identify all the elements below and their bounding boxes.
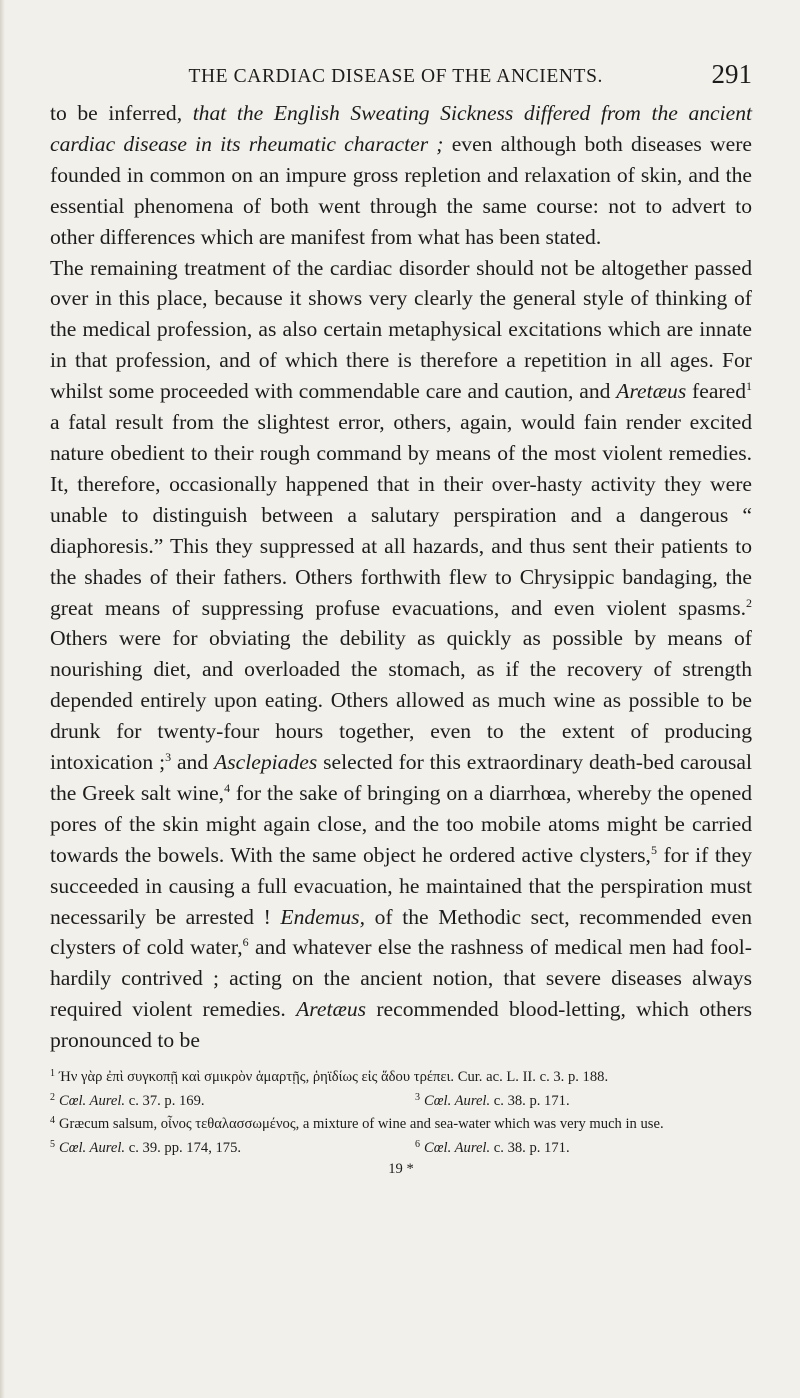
- footnote-ref-4[interactable]: 4: [224, 780, 231, 795]
- paragraph-1: to be inferred, that the English Sweating Sickness differed from the ancient cardiac disease in its rheumatic character ; even although both diseases were founded in common on an impure gross repletion and relaxation of skin, and the essential phenomena of both went through the same course: not to advert to other differences which are manifest from what has been stated.: [50, 101, 752, 249]
- footnote-ref-2[interactable]: 2: [746, 595, 752, 610]
- page-edge-shadow: [0, 0, 5, 1398]
- page-header: [50, 58, 752, 88]
- footnote-ref-5[interactable]: 5: [650, 842, 657, 857]
- footnote-ref-1[interactable]: 1: [746, 379, 752, 394]
- footnotes: [50, 1064, 752, 1180]
- footnote-row-5-6: [50, 1135, 752, 1159]
- paragraph-2: The remaining treatment of the cardiac disorder should not be altogether passed over in this place, because it shows very clearly the general style of thinking of the medical profession, as also certain metaphysical excitations which are innate in that profession, and of which there is therefore a repetition in all ages. For whilst some proceeded with commendable care and caution, and Aretæus feared$^1$ a fatal result from the slightest error, others, again, would fain render excited nature obedient to their rough command by means of the most violent remedies. It, therefore, occasionally happened that in their over-hasty activity they were unable to distinguish between a salutary perspiration and a dangerous “ diaphoresis.” This they suppressed at all hazards, and thus sent their patients to the shades of their fathers. Others forthwith flew to Chrysippic bandaging, the great means of suppressing profuse evacuations, and even violent spasms.$^2$ Others were for obviating the debility as quickly as possible by means of nourishing diet, and overloaded the stomach, as if the recovery of strength depended entirely upon eating. Others allowed as much wine as possible to be drunk for twenty-four hours together, even to the extent of producing intoxication ;$^3$ and Asclepiades selected for this extraordinary death-bed carousal the Greek salt wine,$^4$ for the sake of bringing on a diarrhœa, whereby the opened pores of the skin might again close, and the too mobile atoms might be carried towards the bowels. With the same object he ordered active clysters,$^5$ for if they succeeded in causing a full evacuation, he maintained that the perspiration must necessarily be arrested ! Endemus, of the Methodic sect, recommended even clysters of cold water,$^6$ and whatever else the rashness of medical men had fool-hardily contrived ; acting on the ancient notion, that severe diseases always required violent remedies. Aretæus recommended blood-letting, which others pronounced to be: [50, 255, 753, 1053]
- footnote-4: $^4$ Græcum salsum, οἶνος τεθαλασσωμένος, a mixture of wine and sea-water which was very much in use.: [50, 1115, 664, 1133]
- name-endemus: Endemus,: [280, 904, 365, 929]
- running-head: THE CARDIAC DISEASE OF THE ANCIENTS.: [188, 66, 603, 87]
- footnote-3: $^3$ Cœl. Aurel. c. 38. p. 171.: [415, 1091, 570, 1109]
- footnote-ref-3[interactable]: 3: [165, 750, 172, 765]
- greek-quote: Ήν γὰρ ἐπὶ συγκοπῇ καὶ σμικρὸν ἁμαρτῇς, ῥηϊδίως εἰς ἅδου τρέπει.: [59, 1069, 455, 1086]
- name-aretaeus-2: Aretæus: [296, 997, 367, 1022]
- body-text: [50, 98, 752, 1056]
- emphasis-text: that the English Sweating Sickness differed from the ancient cardiac disease in its rheumatic character ;: [50, 101, 752, 156]
- footnote-5: $^5$ Cœl. Aurel. c. 39. pp. 174, 175.: [50, 1138, 242, 1156]
- signature-mark: 19 *: [388, 1161, 414, 1178]
- page-number: 291: [711, 59, 752, 89]
- greek-term: οἶνος τεθαλασσωμένος: [160, 1116, 296, 1133]
- name-asclepiades: Asclepiades: [214, 750, 318, 775]
- name-aretaeus: Aretæus: [616, 379, 687, 404]
- footnote-6: $^6$ Cœl. Aurel. c. 38. p. 171.: [415, 1138, 570, 1156]
- footnote-2: $^2$ Cœl. Aurel. c. 37. p. 169.: [50, 1091, 205, 1109]
- footnote-row-2-3: [50, 1088, 752, 1112]
- footnote-ref-6[interactable]: 6: [242, 935, 249, 950]
- footnote-1: $^1$ Ήν γὰρ ἐπὶ συγκοπῇ καὶ σμικρὸν ἁμαρτῇς, ῥηϊδίως εἰς ἅδου τρέπει. Cur. ac. L. II. c. 3. p. 188.: [50, 1068, 609, 1086]
